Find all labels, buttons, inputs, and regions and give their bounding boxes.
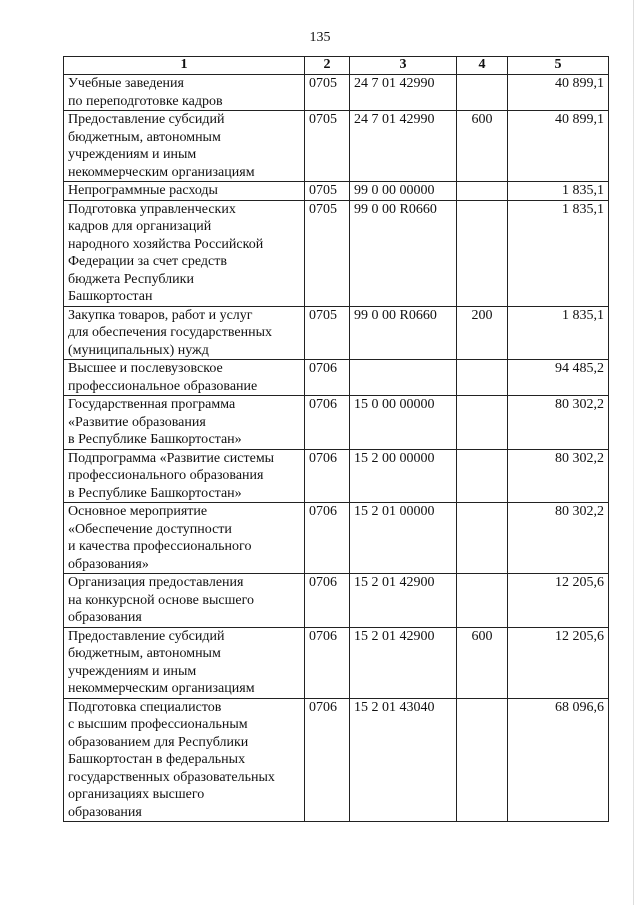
row-expense-type-cell bbox=[457, 698, 508, 822]
row-target-article-cell: 24 7 01 42990 bbox=[350, 75, 457, 111]
scan-edge bbox=[633, 0, 634, 905]
row-amount-cell: 1 835,1 bbox=[508, 306, 609, 360]
row-amount-cell: 80 302,2 bbox=[508, 449, 609, 503]
row-target-article-cell: 99 0 00 00000 bbox=[350, 182, 457, 201]
row-section-code-cell: 0705 bbox=[305, 306, 350, 360]
row-section-code-cell: 0706 bbox=[305, 698, 350, 822]
row-name-cell: Учебные заведения по переподготовке кадров bbox=[64, 75, 305, 111]
row-name-cell: Государственная программа «Развитие образования в Республике Башкортостан» bbox=[64, 396, 305, 450]
row-name-cell: Закупка товаров, работ и услуг для обеспечения государственных (муниципальных) нужд bbox=[64, 306, 305, 360]
row-expense-type-cell bbox=[457, 396, 508, 450]
row-name-cell: Подготовка специалистов с высшим профессиональным образованием для Республики Башкортостан в федеральных государственных образовательных организациях высшего образования bbox=[64, 698, 305, 822]
row-section-code-cell: 0705 bbox=[305, 200, 350, 306]
row-name-cell: Подпрограмма «Развитие системы профессионального образования в Республике Башкортостан» bbox=[64, 449, 305, 503]
row-amount-cell: 12 205,6 bbox=[508, 627, 609, 698]
row-name-cell: Высшее и послевузовское профессиональное образование bbox=[64, 360, 305, 396]
row-name-cell: Предоставление субсидий бюджетным, автономным учреждениям и иным некоммерческим организациям bbox=[64, 627, 305, 698]
row-expense-type-cell: 200 bbox=[457, 306, 508, 360]
row-amount-cell: 80 302,2 bbox=[508, 503, 609, 574]
row-section-code-cell: 0706 bbox=[305, 360, 350, 396]
row-target-article-cell: 24 7 01 42990 bbox=[350, 111, 457, 182]
column-header: 1 bbox=[64, 57, 305, 75]
row-target-article-cell: 99 0 00 R0660 bbox=[350, 200, 457, 306]
row-target-article-cell: 15 0 00 00000 bbox=[350, 396, 457, 450]
row-amount-cell: 68 096,6 bbox=[508, 698, 609, 822]
row-amount-cell: 40 899,1 bbox=[508, 75, 609, 111]
row-expense-type-cell: 600 bbox=[457, 627, 508, 698]
row-amount-cell: 40 899,1 bbox=[508, 111, 609, 182]
table-header-row bbox=[64, 57, 609, 75]
column-header: 3 bbox=[350, 57, 457, 75]
row-target-article-cell bbox=[350, 360, 457, 396]
row-section-code-cell: 0706 bbox=[305, 449, 350, 503]
row-name-cell: Подготовка управленческих кадров для организаций народного хозяйства Российской Федерации за счет средств бюджета Республики Башкортостан bbox=[64, 200, 305, 306]
row-section-code-cell: 0705 bbox=[305, 75, 350, 111]
budget-table bbox=[63, 56, 609, 822]
row-name-cell: Предоставление субсидий бюджетным, автономным учреждениям и иным некоммерческим организациям bbox=[64, 111, 305, 182]
row-target-article-cell: 15 2 01 42900 bbox=[350, 627, 457, 698]
page-number: 135 bbox=[309, 30, 331, 45]
row-section-code-cell: 0706 bbox=[305, 503, 350, 574]
row-target-article-cell: 15 2 01 43040 bbox=[350, 698, 457, 822]
row-expense-type-cell bbox=[457, 503, 508, 574]
row-amount-cell: 80 302,2 bbox=[508, 396, 609, 450]
row-target-article-cell: 99 0 00 R0660 bbox=[350, 306, 457, 360]
column-header: 5 bbox=[508, 57, 609, 75]
row-section-code-cell: 0706 bbox=[305, 396, 350, 450]
row-target-article-cell: 15 2 01 00000 bbox=[350, 503, 457, 574]
row-amount-cell: 94 485,2 bbox=[508, 360, 609, 396]
column-header: 4 bbox=[457, 57, 508, 75]
row-target-article-cell: 15 2 01 42900 bbox=[350, 574, 457, 628]
table-row bbox=[64, 574, 609, 628]
row-amount-cell: 1 835,1 bbox=[508, 200, 609, 306]
row-expense-type-cell bbox=[457, 360, 508, 396]
table-row bbox=[64, 449, 609, 503]
table-row bbox=[64, 306, 609, 360]
row-name-cell: Организация предоставления на конкурсной основе высшего образования bbox=[64, 574, 305, 628]
row-expense-type-cell bbox=[457, 574, 508, 628]
table-row bbox=[64, 75, 609, 111]
table-row bbox=[64, 182, 609, 201]
row-expense-type-cell bbox=[457, 449, 508, 503]
row-expense-type-cell: 600 bbox=[457, 111, 508, 182]
table-row bbox=[64, 503, 609, 574]
table-row bbox=[64, 698, 609, 822]
row-amount-cell: 1 835,1 bbox=[508, 182, 609, 201]
row-expense-type-cell bbox=[457, 75, 508, 111]
table-row bbox=[64, 111, 609, 182]
row-expense-type-cell bbox=[457, 200, 508, 306]
row-amount-cell: 12 205,6 bbox=[508, 574, 609, 628]
table-row bbox=[64, 360, 609, 396]
row-expense-type-cell bbox=[457, 182, 508, 201]
table-row bbox=[64, 200, 609, 306]
row-name-cell: Основное мероприятие «Обеспечение доступности и качества профессионального образования» bbox=[64, 503, 305, 574]
row-name-cell: Непрограммные расходы bbox=[64, 182, 305, 201]
row-section-code-cell: 0705 bbox=[305, 182, 350, 201]
table-row bbox=[64, 396, 609, 450]
column-header: 2 bbox=[305, 57, 350, 75]
row-section-code-cell: 0705 bbox=[305, 111, 350, 182]
row-section-code-cell: 0706 bbox=[305, 574, 350, 628]
row-target-article-cell: 15 2 00 00000 bbox=[350, 449, 457, 503]
row-section-code-cell: 0706 bbox=[305, 627, 350, 698]
table-row bbox=[64, 627, 609, 698]
